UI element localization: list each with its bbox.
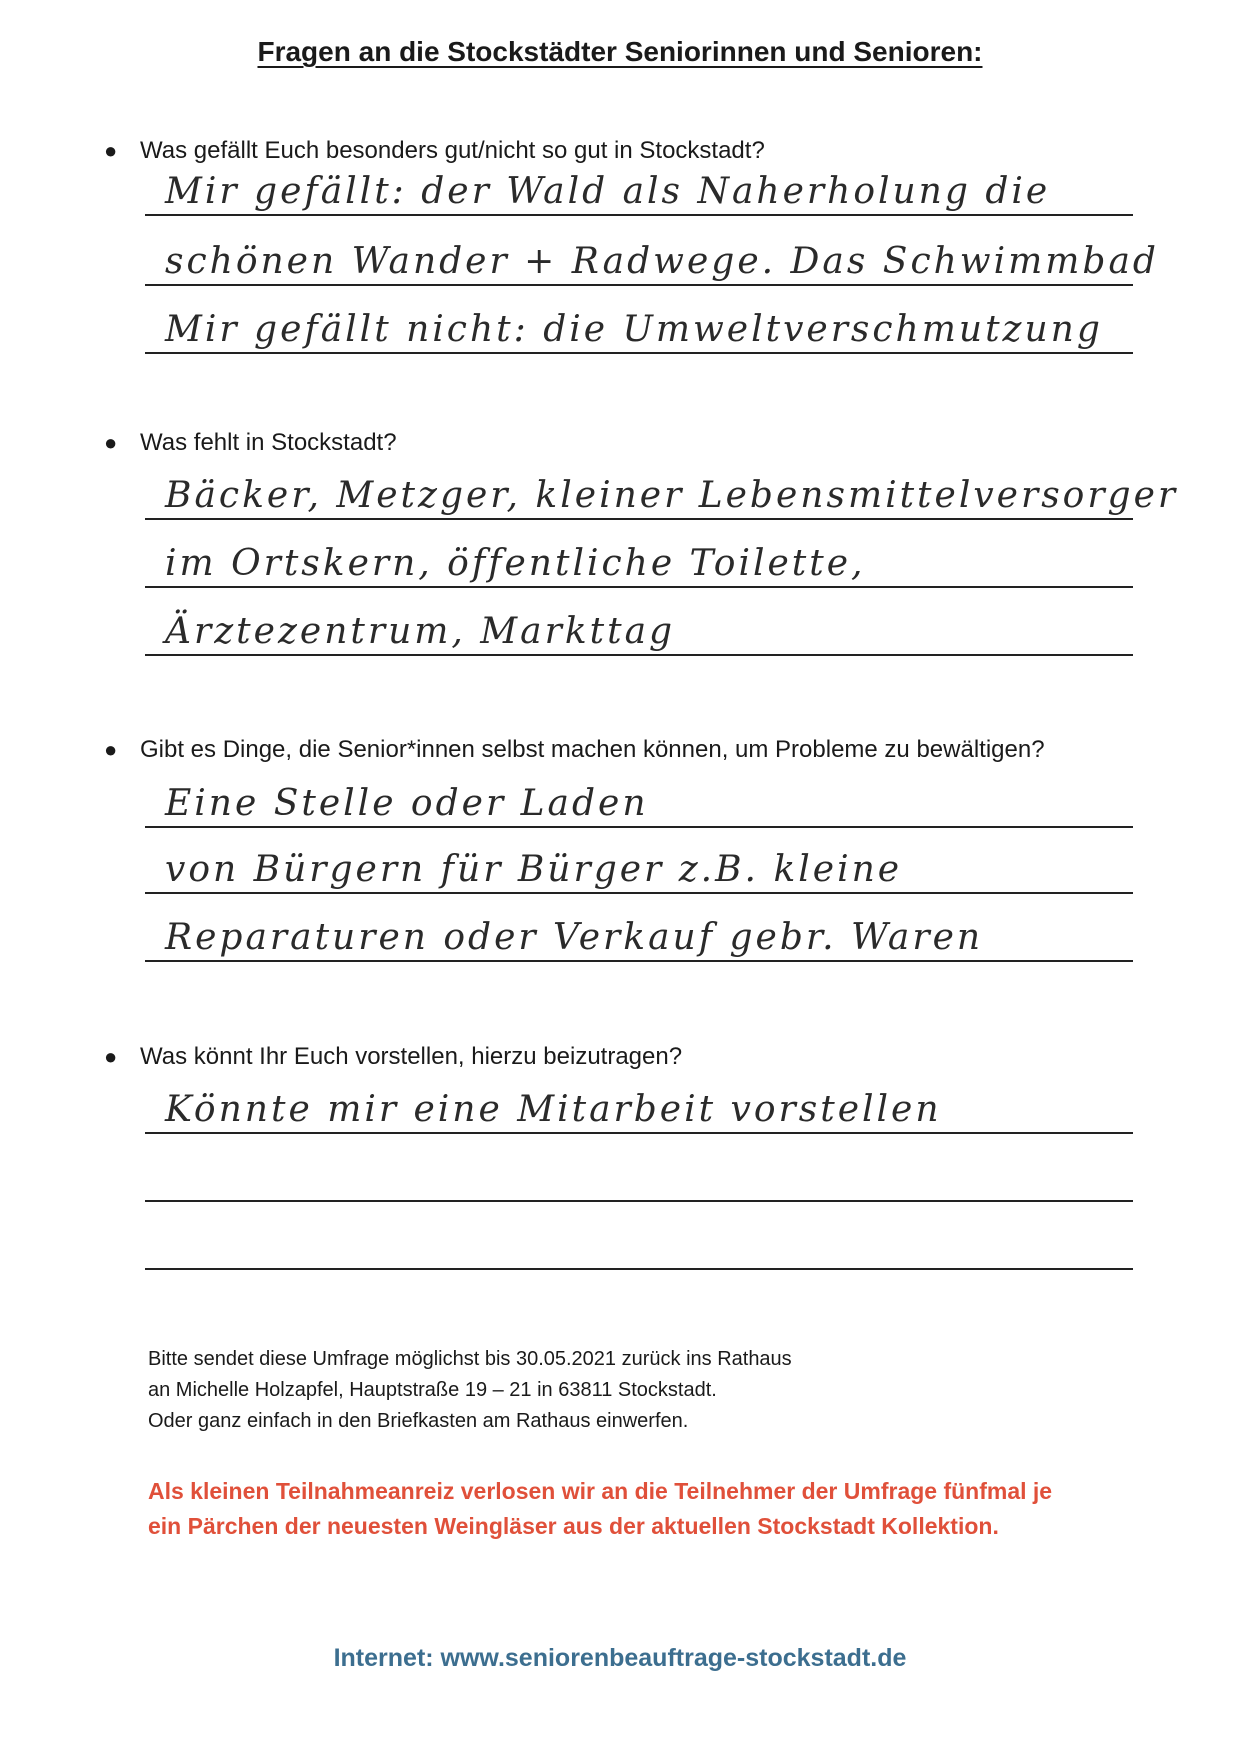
bullet-icon: ● bbox=[104, 1044, 118, 1069]
bullet-icon: ● bbox=[104, 737, 118, 762]
question-text: Gibt es Dinge, die Senior*innen selbst machen können, um Probleme zu bewältigen? bbox=[140, 736, 1045, 763]
question-text: Was gefällt Euch besonders gut/nicht so gut in Stockstadt? bbox=[140, 137, 765, 164]
question-text: Was könnt Ihr Euch vorstellen, hierzu beizutragen? bbox=[140, 1043, 683, 1070]
page-title: Fragen an die Stockstädter Seniorinnen und Senioren: bbox=[257, 36, 983, 67]
return-instructions bbox=[148, 1344, 792, 1437]
answer-line-2-2[interactable] bbox=[145, 532, 1133, 588]
instruction-line: Oder ganz einfach in den Briefkasten am Rathaus einwerfen. bbox=[148, 1410, 689, 1432]
question-text: Was fehlt in Stockstadt? bbox=[140, 429, 397, 456]
handwritten-answer: Mir gefällt nicht: die Umweltverschmutzung bbox=[165, 309, 1103, 350]
bullet-icon: ● bbox=[104, 138, 118, 163]
answer-line-1-2[interactable] bbox=[145, 230, 1159, 286]
instruction-line: an Michelle Holzapfel, Hauptstraße 19 – 21 in 63811 Stockstadt. bbox=[148, 1379, 717, 1401]
prize-line: Als kleinen Teilnahmeanreiz verlosen wir an die Teilnehmer der Umfrage fünfmal je bbox=[148, 1478, 1053, 1504]
answer-line-1-1[interactable] bbox=[145, 160, 1133, 216]
answer-line-1-3[interactable] bbox=[145, 298, 1133, 354]
answer-line-4-1[interactable] bbox=[145, 1078, 1133, 1134]
answer-line-2-1[interactable] bbox=[145, 464, 1179, 520]
prize-line: ein Pärchen der neuesten Weingläser aus der aktuellen Stockstadt Kollektion. bbox=[148, 1513, 999, 1539]
handwritten-answer: Reparaturen oder Verkauf gebr. Waren bbox=[165, 917, 984, 958]
instruction-line: Bitte sendet diese Umfrage möglichst bis 30.05.2021 zurück ins Rathaus bbox=[148, 1348, 792, 1370]
handwritten-answer: Eine Stelle oder Laden bbox=[165, 783, 649, 824]
answer-line-4-3[interactable] bbox=[145, 1214, 1133, 1270]
question-4 bbox=[104, 1042, 1200, 1072]
bullet-icon: ● bbox=[104, 430, 118, 455]
prize-notice bbox=[148, 1474, 1148, 1544]
handwritten-answer: Bäcker, Metzger, kleiner Lebensmittelversorger bbox=[165, 475, 1179, 516]
question-2 bbox=[104, 428, 1200, 458]
website-link[interactable]: Internet: www.seniorenbeauftrage-stockstadt.de bbox=[333, 1644, 907, 1672]
handwritten-answer: Ärztezentrum, Markttag bbox=[165, 611, 676, 652]
answer-line-3-1[interactable] bbox=[145, 772, 1133, 828]
handwritten-answer: schönen Wander + Radwege. Das Schwimmbad bbox=[165, 241, 1159, 282]
question-3 bbox=[104, 735, 1200, 765]
handwritten-answer: im Ortskern, öffentliche Toilette, bbox=[165, 543, 866, 584]
handwritten-answer: Mir gefällt: der Wald als Naherholung die bbox=[165, 171, 1051, 212]
handwritten-answer: von Bürgern für Bürger z.B. kleine bbox=[165, 849, 903, 890]
answer-line-3-2[interactable] bbox=[145, 838, 1133, 894]
handwritten-answer: Könnte mir eine Mitarbeit vorstellen bbox=[165, 1089, 942, 1130]
answer-line-3-3[interactable] bbox=[145, 906, 1133, 962]
answer-line-2-3[interactable] bbox=[145, 600, 1133, 656]
answer-line-4-2[interactable] bbox=[145, 1146, 1133, 1202]
